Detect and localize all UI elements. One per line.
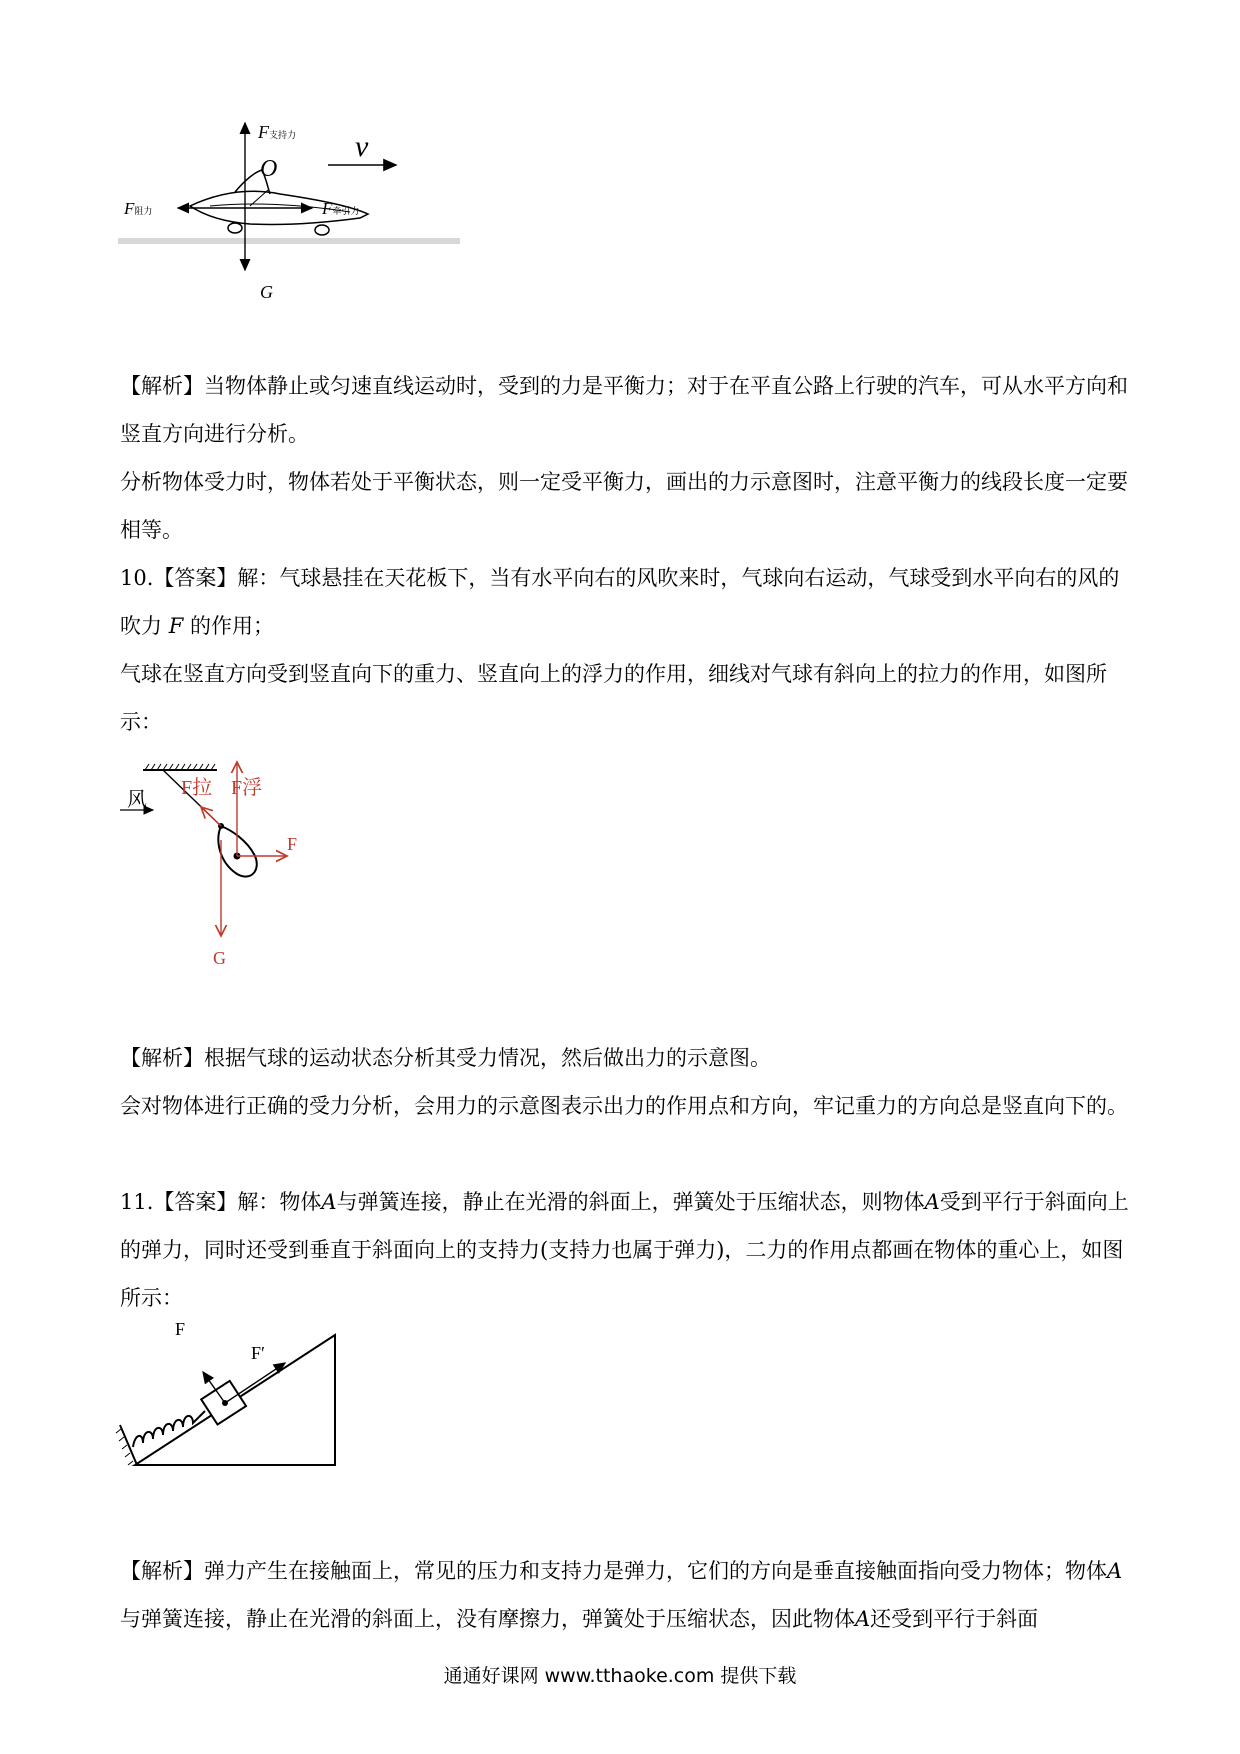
wind-label: 风 (127, 789, 147, 811)
wall (120, 1425, 137, 1465)
analysis-10: 【解析】根据气球的运动状态分析其受力情况，然后做出力的示意图。 (120, 1046, 771, 1070)
incline-spring-diagram (115, 1315, 345, 1485)
gravity-label: G (260, 282, 273, 302)
car-wheel-front (228, 223, 242, 233)
buoyancy-label: F浮 (231, 777, 263, 799)
support-force-label-incline: F (175, 1319, 186, 1339)
car-force-diagram (110, 120, 470, 310)
traction-label: F牵引力 (322, 199, 360, 218)
tension-arrow (201, 807, 221, 826)
resistance-label: F阻力 (124, 199, 153, 218)
note-9: 分析物体受力时，物体若处于平衡状态，则一定受平衡力，画出的力示意图时，注意平衡力的线段长度一定要相等。 (120, 470, 1128, 542)
car-wheel-rear (315, 225, 329, 235)
point-o-label: O (260, 156, 278, 182)
analysis-11: 【解析】弹力产生在接触面上，常见的压力和支持力是弹力，它们的方向是垂直接触面指向受力物体；物体A与弹簧连接，静止在光滑的斜面上，没有摩擦力，弹簧处于压缩状态，因此物体A还受到平行于斜面 (120, 1559, 1123, 1631)
ground-strip (118, 238, 460, 244)
analysis-9: 【解析】当物体静止或匀速直线运动时，受到的力是平衡力；对于在平直公路上行驶的汽车，可从水平方向和竖直方向进行分析。 (120, 374, 1128, 446)
page-footer: 通通好课网 www.tthaoke.com 提供下载 (443, 1665, 797, 1687)
tension-label: F拉 (181, 777, 213, 799)
answer-10-cont: 气球在竖直方向受到竖直向下的重力、竖直向上的浮力的作用，细线对气球有斜向上的拉力的作用，如图所示： (120, 662, 1107, 734)
balloon-force-diagram (115, 760, 355, 980)
wind-force-label: F (287, 834, 298, 854)
answer-10: 10.【答案】解：气球悬挂在天花板下，当有水平向右的风吹来时，气球向右运动，气球受到水平向右的风的吹力 F 的作用； (120, 566, 1120, 638)
note-10: 会对物体进行正确的受力分析，会用力的示意图表示出力的作用点和方向，牢记重力的方向总是竖直向下的。 (120, 1094, 1128, 1118)
spring-force-label: F′ (251, 1343, 265, 1363)
gravity-label-balloon: G (213, 948, 226, 968)
support-force-label: F支持力 (258, 122, 297, 142)
velocity-label: v (355, 130, 369, 163)
spring-force-arrow (225, 1363, 285, 1403)
answer-11: 11.【答案】解：物体A与弹簧连接，静止在光滑的斜面上，弹簧处于压缩状态，则物体A受到平行于斜面向上的弹力，同时还受到垂直于斜面向上的支持力(支持力也属于弹力)，二力的作用点都画在物体的重心上，如图所示： (120, 1190, 1129, 1310)
spring (133, 1411, 205, 1447)
